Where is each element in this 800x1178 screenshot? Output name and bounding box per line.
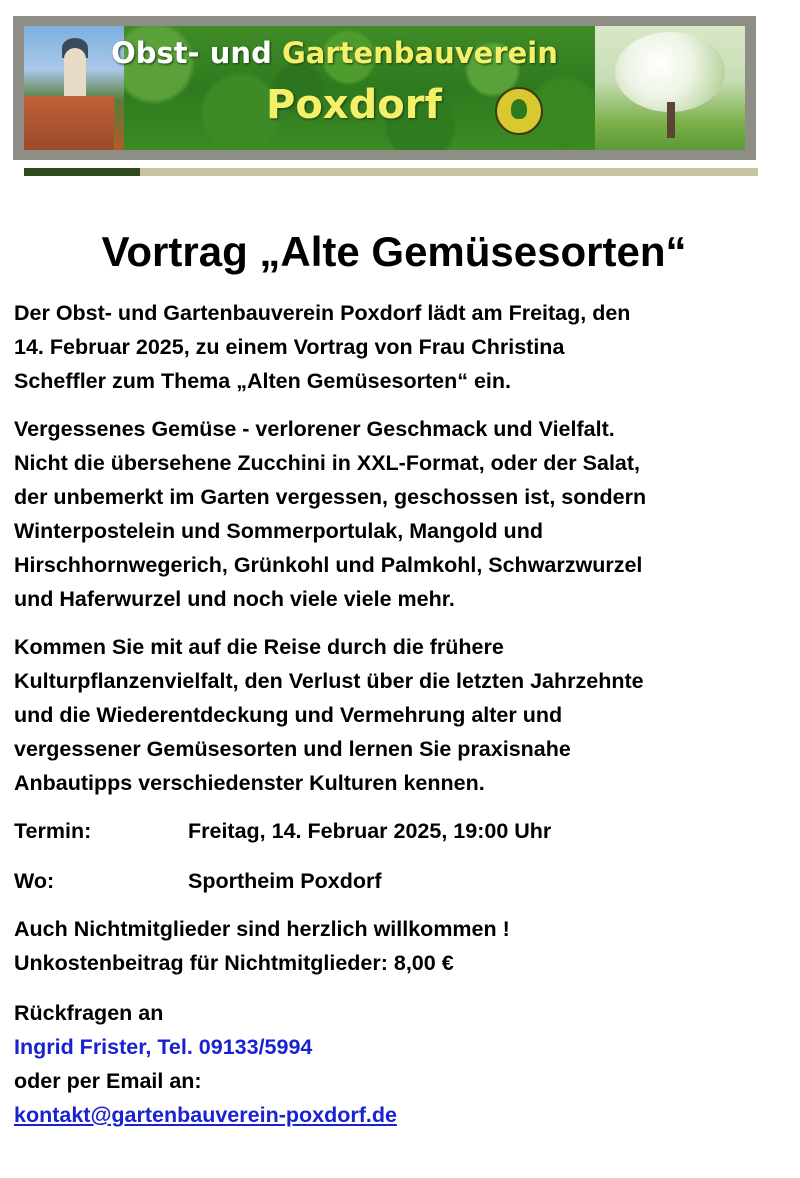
contact-person: Ingrid Frister, Tel. 09133/5994 (14, 1035, 313, 1059)
invitation-line: Anbautipps verschiedenster Kulturen kennen. (14, 771, 485, 795)
email-intro: oder per Email an: (14, 1069, 202, 1093)
invitation-paragraph (14, 630, 790, 800)
welcome-line: Auch Nichtmitglieder sind herzlich willkommen ! (14, 917, 510, 941)
contact-intro: Rückfragen an (14, 1001, 164, 1025)
description-line: der unbemerkt im Garten vergessen, geschossen ist, sondern (14, 485, 647, 509)
description-line: Vergessenes Gemüse - verlorener Geschmack und Vielfalt. (14, 417, 615, 441)
fee-paragraph (14, 912, 790, 980)
location-value: Sportheim Poxdorf (188, 869, 382, 893)
location-row (14, 864, 790, 898)
banner-title-part2: Gartenbauverein (281, 36, 558, 70)
description-line: Winterpostelein und Sommerportulak, Mangold und (14, 519, 543, 543)
fee-line: Unkostenbeitrag für Nichtmitglieder: 8,00 € (14, 951, 454, 975)
invitation-line: Kulturpflanzenvielfalt, den Verlust über die letzten Jahrzehnte (14, 669, 644, 693)
header-banner (13, 16, 756, 160)
article-content (14, 224, 790, 1132)
invitation-line: vergessener Gemüsesorten und lernen Sie praxisnahe (14, 737, 571, 761)
contact-paragraph (14, 996, 790, 1132)
banner-title (24, 36, 645, 70)
date-label: Termin: (14, 819, 92, 843)
date-value: Freitag, 14. Februar 2025, 19:00 Uhr (188, 819, 552, 843)
description-paragraph (14, 412, 790, 616)
banner-subtitle: Poxdorf (266, 82, 442, 128)
banner-bottom-bar-dark (24, 168, 140, 176)
intro-line: Scheffler zum Thema „Alten Gemüsesorten“ ein. (14, 369, 512, 393)
invitation-line: Kommen Sie mit auf die Reise durch die frühere (14, 635, 504, 659)
description-line: Nicht die übersehene Zucchini in XXL-Format, oder der Salat, (14, 451, 641, 475)
email-link[interactable]: kontakt@gartenbauverein-poxdorf.de (14, 1103, 397, 1127)
date-row (14, 814, 790, 848)
banner-image (24, 26, 745, 150)
intro-paragraph (14, 296, 790, 398)
tree-trunk (667, 102, 675, 138)
invitation-line: und die Wiederentdeckung und Vermehrung alter und (14, 703, 563, 727)
location-label: Wo: (14, 869, 55, 893)
banner-title-part1: Obst- und (111, 36, 282, 70)
page-title: Vortrag „Alte Gemüsesorten“ (101, 228, 687, 275)
club-emblem-icon (495, 87, 543, 135)
intro-line: Der Obst- und Gartenbauverein Poxdorf lädt am Freitag, den (14, 301, 631, 325)
description-line: und Haferwurzel und noch viele viele mehr. (14, 587, 455, 611)
half-timbered-house (24, 96, 114, 150)
banner-bottom-bar-light (140, 168, 758, 176)
description-line: Hirschhornwegerich, Grünkohl und Palmkohl, Schwarzwurzel (14, 553, 643, 577)
intro-line: 14. Februar 2025, zu einem Vortrag von Frau Christina (14, 335, 565, 359)
